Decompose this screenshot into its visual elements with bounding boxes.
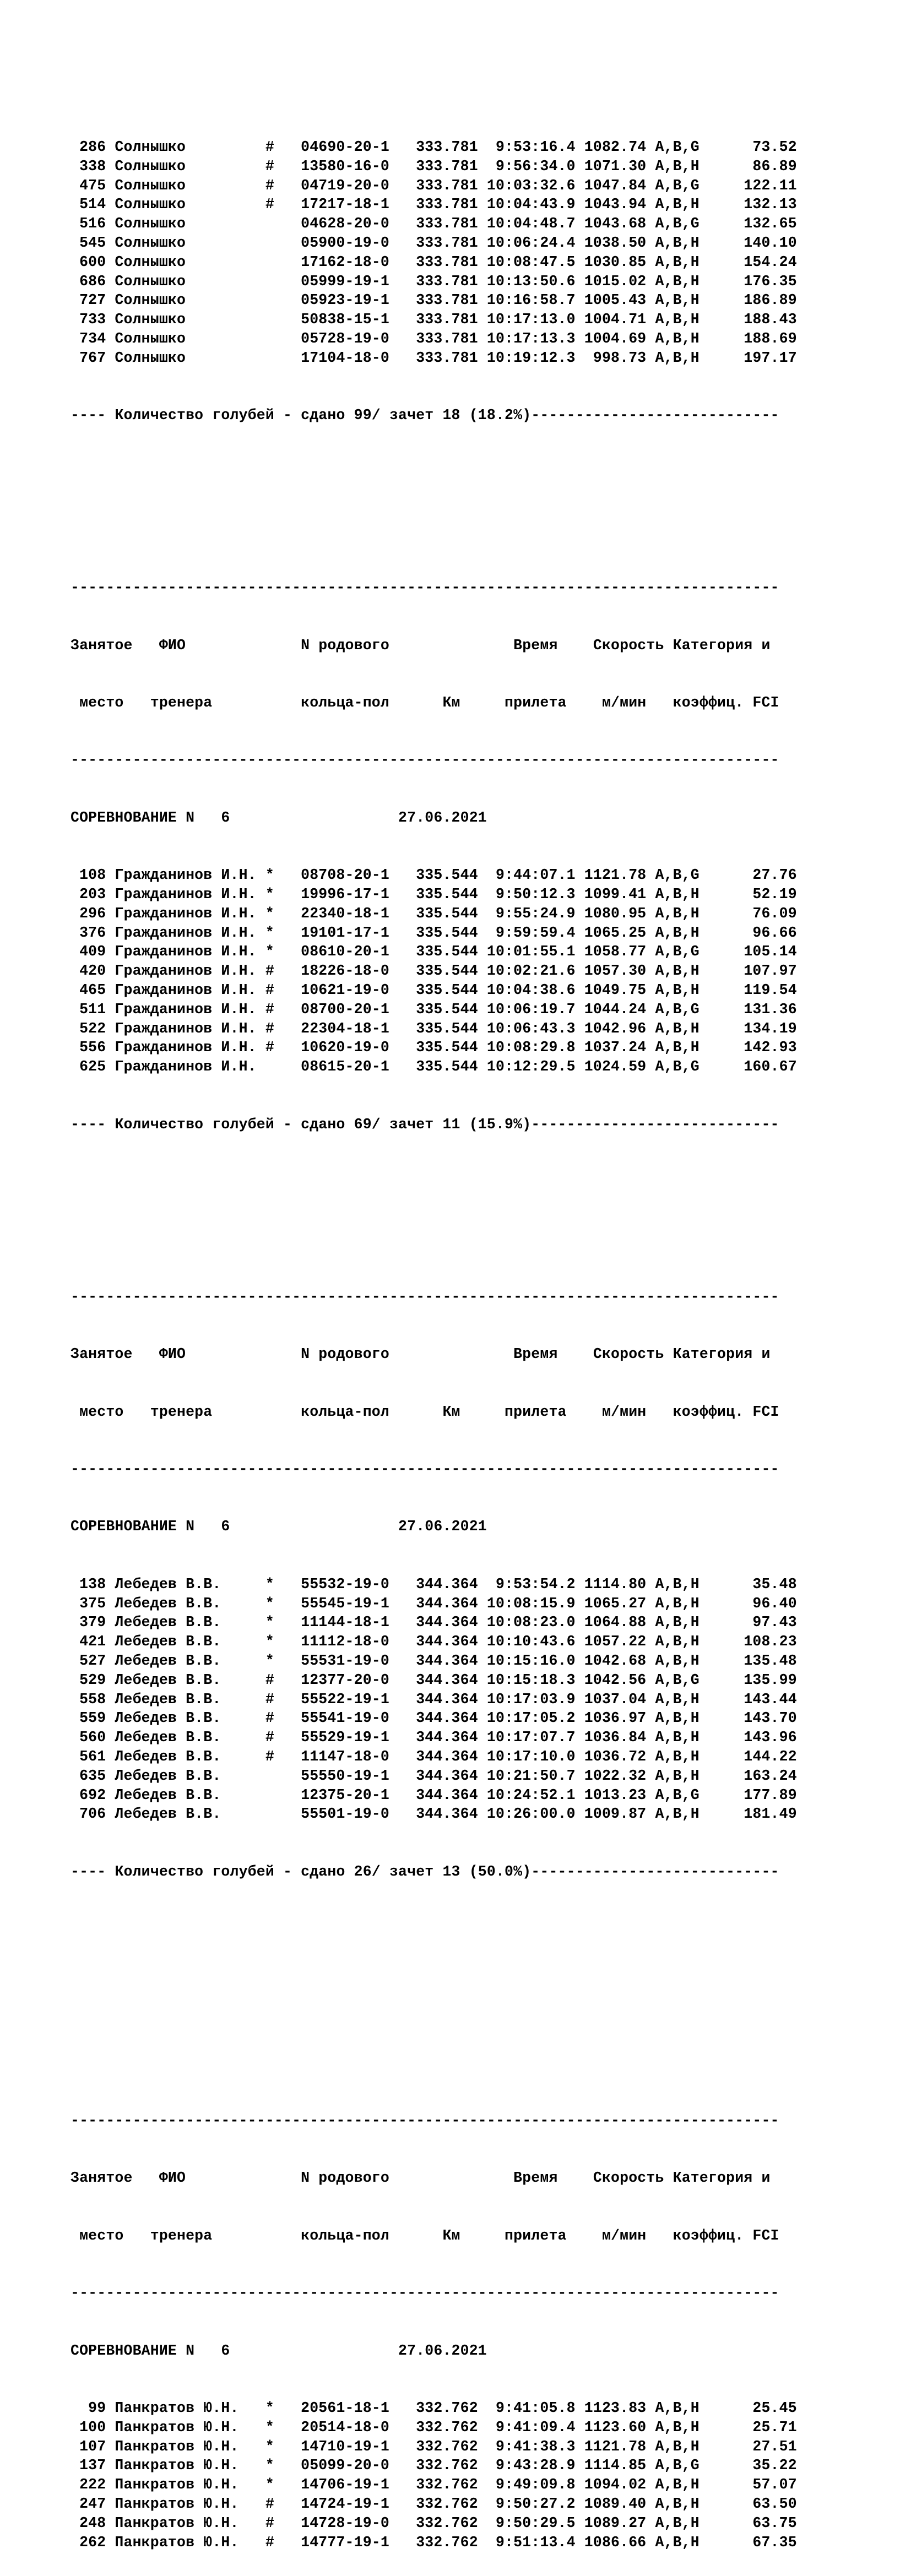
results-section-2 (71, 540, 897, 1172)
competition-line: СОРЕВНОВАНИЕ N 6 27.06.2021 (71, 1518, 487, 1535)
result-rows (71, 138, 897, 368)
results-section-1 (71, 99, 897, 463)
column-header-line-1: Занятое ФИО N родового Время Скорость Категория и (71, 2170, 771, 2187)
competition-line: СОРЕВНОВАНИЕ N 6 27.06.2021 (71, 2342, 487, 2359)
summary-line: ---- Количество голубей - сдано 99/ зачет 18 (18.2%)---------------------------- (71, 407, 779, 424)
result-row: 100 Панкратов Ю.Н. * 20514-18-0 332.762 9:41:09.4 1123.60 A,B,H 25.71 (71, 2419, 797, 2436)
result-row: 516 Солнышко 04628-20-0 333.781 10:04:48.7 1043.68 A,B,G 132.65 (71, 215, 797, 232)
result-row: 203 Гражданинов И.Н. * 19996-17-1 335.544 9:50:12.3 1099.41 A,B,H 52.19 (71, 886, 797, 903)
result-row: 767 Солнышко 17104-18-0 333.781 10:19:12.3 998.73 A,B,H 197.17 (71, 349, 797, 366)
result-row: 379 Лебедев В.В. * 11144-18-1 344.364 10:08:23.0 1064.88 A,B,H 97.43 (71, 1614, 797, 1631)
result-row: 558 Лебедев В.В. # 55522-19-1 344.364 10:17:03.9 1037.04 A,B,H 143.44 (71, 1691, 797, 1708)
result-row: 556 Гражданинов И.Н. # 10620-19-0 335.544 10:08:29.8 1037.24 A,B,H 142.93 (71, 1039, 797, 1056)
result-row: 222 Панкратов Ю.Н. * 14706-19-1 332.762 9:49:09.8 1094.02 A,B,H 57.07 (71, 2476, 797, 2493)
result-row: 545 Солнышко 05900-19-0 333.781 10:06:24.4 1038.50 A,B,H 140.10 (71, 234, 797, 251)
result-row: 733 Солнышко 50838-15-1 333.781 10:17:13.0 1004.71 A,B,H 188.43 (71, 311, 797, 328)
result-row: 421 Лебедев В.В. * 11112-18-0 344.364 10:10:43.6 1057.22 A,B,H 108.23 (71, 1633, 797, 1650)
header-rule: -------------------------------------------------------------------------------- (71, 579, 779, 596)
result-row: 635 Лебедев В.В. 55550-19-1 344.364 10:21:50.7 1022.32 A,B,H 163.24 (71, 1767, 797, 1784)
result-row: 559 Лебедев В.В. # 55541-19-0 344.364 10:17:05.2 1036.97 A,B,H 143.70 (71, 1710, 797, 1727)
result-row: 522 Гражданинов И.Н. # 22304-18-1 335.544 10:06:43.3 1042.96 A,B,H 134.19 (71, 1020, 797, 1037)
result-row: 262 Панкратов Ю.Н. # 14777-19-1 332.762 9:51:13.4 1086.66 A,B,H 67.35 (71, 2534, 797, 2551)
result-row: 107 Панкратов Ю.Н. * 14710-19-1 332.762 9:41:38.3 1121.78 A,B,H 27.51 (71, 2438, 797, 2455)
result-row: 420 Гражданинов И.Н. # 18226-18-0 335.544 10:02:21.6 1057.30 A,B,H 107.97 (71, 963, 797, 980)
column-header-line-2: место тренера кольца-пол Км прилета м/мин коэффиц. FCI (71, 694, 779, 711)
result-row: 561 Лебедев В.В. # 11147-18-0 344.364 10:17:10.0 1036.72 A,B,H 144.22 (71, 1748, 797, 1765)
result-row: 409 Гражданинов И.Н. * 08610-20-1 335.544 10:01:55.1 1058.77 A,B,G 105.14 (71, 943, 797, 960)
result-rows (71, 866, 897, 1077)
result-row: 248 Панкратов Ю.Н. # 14728-19-0 332.762 9:50:29.5 1089.27 A,B,H 63.75 (71, 2514, 797, 2531)
header-rule: -------------------------------------------------------------------------------- (71, 2112, 779, 2129)
result-row: 514 Солнышко # 17217-18-1 333.781 10:04:43.9 1043.94 A,B,H 132.13 (71, 196, 797, 213)
result-row: 475 Солнышко # 04719-20-0 333.781 10:03:32.6 1047.84 A,B,G 122.11 (71, 177, 797, 194)
competition-line: СОРЕВНОВАНИЕ N 6 27.06.2021 (71, 809, 487, 826)
result-row: 706 Лебедев В.В. 55501-19-0 344.364 10:26:00.0 1009.87 A,B,H 181.49 (71, 1806, 797, 1823)
result-row: 527 Лебедев В.В. * 55531-19-0 344.364 10:15:16.0 1042.68 A,B,H 135.48 (71, 1652, 797, 1669)
result-row: 529 Лебедев В.В. # 12377-20-0 344.364 10:15:18.3 1042.56 A,B,G 135.99 (71, 1671, 797, 1688)
result-row: 692 Лебедев В.В. 12375-20-1 344.364 10:24:52.1 1013.23 A,B,G 177.89 (71, 1786, 797, 1803)
header-rule: -------------------------------------------------------------------------------- (71, 1460, 779, 1477)
result-row: 286 Солнышко # 04690-20-1 333.781 9:53:16.4 1082.74 A,B,G 73.52 (71, 138, 797, 155)
summary-line: ---- Количество голубей - сдано 26/ зачет 13 (50.0%)---------------------------- (71, 1863, 779, 1880)
result-row: 338 Солнышко # 13580-16-0 333.781 9:56:34.0 1071.30 A,B,H 86.89 (71, 157, 797, 175)
result-row: 376 Гражданинов И.Н. * 19101-17-1 335.544 9:59:59.4 1065.25 A,B,H 96.66 (71, 924, 797, 941)
results-section-4 (71, 2073, 897, 2576)
result-row: 137 Панкратов Ю.Н. * 05099-20-0 332.762 9:43:28.9 1114.85 A,B,G 35.22 (71, 2457, 797, 2474)
result-row: 296 Гражданинов И.Н. * 22340-18-1 335.544 9:55:24.9 1080.95 A,B,H 76.09 (71, 905, 797, 922)
spacer (71, 1977, 897, 1996)
result-row: 625 Гражданинов И.Н. 08615-20-1 335.544 10:12:29.5 1024.59 A,B,G 160.67 (71, 1058, 797, 1075)
summary-line: ---- Количество голубей - сдано 69/ зачет 11 (15.9%)---------------------------- (71, 1116, 779, 1133)
result-row: 511 Гражданинов И.Н. # 08700-20-1 335.544 10:06:19.7 1044.24 A,B,G 131.36 (71, 1001, 797, 1018)
result-row: 734 Солнышко 05728-19-0 333.781 10:17:13.3 1004.69 A,B,H 188.69 (71, 330, 797, 347)
column-header-line-1: Занятое ФИО N родового Время Скорость Категория и (71, 1346, 771, 1363)
result-row: 375 Лебедев В.В. * 55545-19-1 344.364 10:08:15.9 1065.27 A,B,H 96.40 (71, 1595, 797, 1612)
result-row: 138 Лебедев В.В. * 55532-19-0 344.364 9:53:54.2 1114.80 A,B,H 35.48 (71, 1575, 797, 1593)
results-document (71, 42, 897, 2576)
result-row: 99 Панкратов Ю.Н. * 20561-18-1 332.762 9:41:05.8 1123.83 A,B,H 25.45 (71, 2400, 797, 2417)
result-row: 465 Гражданинов И.Н. # 10621-19-0 335.544 10:04:38.6 1049.75 A,B,H 119.54 (71, 982, 797, 999)
results-section-3 (71, 1249, 897, 1920)
result-row: 686 Солнышко 05999-19-1 333.781 10:13:50.6 1015.02 A,B,H 176.35 (71, 273, 797, 290)
column-header-line-1: Занятое ФИО N родового Время Скорость Категория и (71, 637, 771, 654)
result-row: 560 Лебедев В.В. # 55529-19-1 344.364 10:17:07.7 1036.84 A,B,H 143.96 (71, 1729, 797, 1746)
result-rows (71, 2399, 897, 2552)
result-row: 247 Панкратов Ю.Н. # 14724-19-1 332.762 9:50:27.2 1089.40 A,B,H 63.50 (71, 2496, 797, 2512)
column-header-line-2: место тренера кольца-пол Км прилета м/мин коэффиц. FCI (71, 1403, 779, 1420)
header-rule: -------------------------------------------------------------------------------- (71, 1288, 779, 1305)
result-row: 727 Солнышко 05923-19-1 333.781 10:16:58.7 1005.43 A,B,H 186.89 (71, 292, 797, 309)
header-rule: -------------------------------------------------------------------------------- (71, 2285, 779, 2302)
result-row: 108 Гражданинов И.Н. * 08708-20-1 335.544 9:44:07.1 1121.78 A,B,G 27.76 (71, 867, 797, 884)
result-row: 600 Солнышко 17162-18-0 333.781 10:08:47.5 1030.85 A,B,H 154.24 (71, 253, 797, 270)
header-rule: -------------------------------------------------------------------------------- (71, 752, 779, 769)
column-header-line-2: место тренера кольца-пол Км прилета м/мин коэффиц. FCI (71, 2227, 779, 2244)
result-rows (71, 1575, 897, 1824)
